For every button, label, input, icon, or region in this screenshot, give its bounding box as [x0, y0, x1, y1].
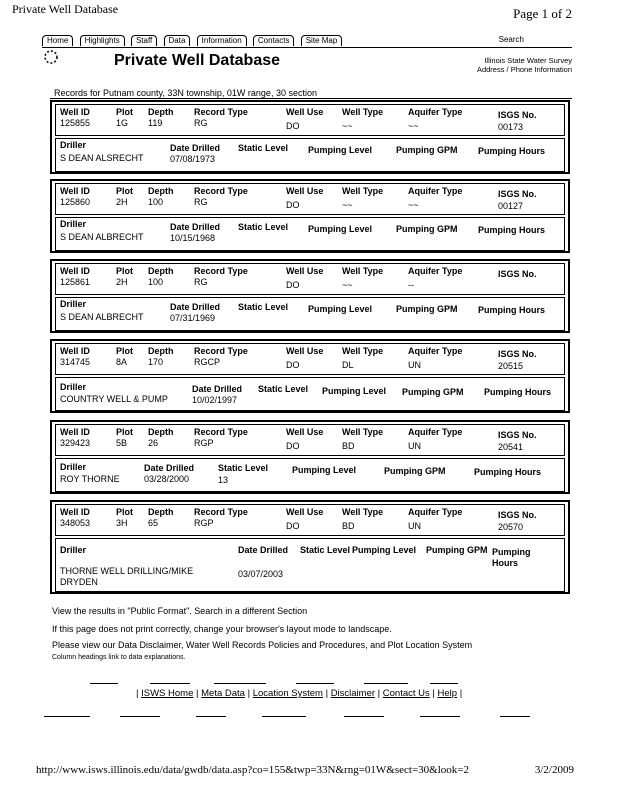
col-pumping-level[interactable]: Pumping Level: [308, 224, 373, 234]
col-well-use[interactable]: Well Use: [286, 346, 324, 356]
col-plot[interactable]: Plot: [116, 346, 133, 356]
col-depth[interactable]: Depth: [148, 107, 174, 117]
search-link[interactable]: Search: [498, 35, 524, 44]
aquifer-type-value: UN: [408, 521, 421, 531]
footer-link-isws-home[interactable]: ISWS Home: [141, 688, 194, 699]
print-footer-date: 3/2/2009: [534, 764, 574, 776]
well-type-value: ~~: [342, 280, 353, 290]
col-aquifer-type[interactable]: Aquifer Type: [408, 427, 463, 437]
divider: [50, 98, 572, 99]
col-static-level[interactable]: Static Level: [238, 222, 289, 232]
col-static-level[interactable]: Static Level: [300, 545, 351, 555]
col-pumping-gpm[interactable]: Pumping GPM: [426, 545, 488, 555]
well-type-value: BD: [342, 441, 355, 451]
aquifer-type-value: ~~: [408, 121, 419, 131]
footer-link-disclaimer[interactable]: Disclaimer: [330, 688, 376, 699]
col-pumping-hours[interactable]: Pumping Hours: [492, 547, 531, 568]
col-aquifer-type[interactable]: Aquifer Type: [408, 186, 463, 196]
static-level-value: 13: [218, 475, 229, 485]
col-depth[interactable]: Depth: [148, 186, 174, 196]
col-pumping-hours[interactable]: Pumping Hours: [478, 305, 545, 315]
record-type-value: RG: [194, 197, 208, 207]
tab-data[interactable]: Data: [164, 35, 191, 46]
tab-staff[interactable]: Staff: [131, 35, 157, 46]
isgs-no-value: 20570: [498, 522, 524, 532]
record-type-value: RGP: [194, 438, 214, 448]
col-well-type[interactable]: Well Type: [342, 427, 384, 437]
col-date-drilled[interactable]: Date Drilled: [192, 384, 243, 394]
nav-bar: [42, 35, 572, 48]
col-plot[interactable]: Plot: [116, 186, 133, 196]
col-well-id[interactable]: Well ID: [60, 427, 90, 437]
col-record-type[interactable]: Record Type: [194, 107, 248, 117]
col-plot[interactable]: Plot: [116, 266, 133, 276]
col-isgs-no[interactable]: ISGS No.: [498, 510, 537, 520]
aquifer-type-value: UN: [408, 441, 421, 451]
col-well-use[interactable]: Well Use: [286, 507, 324, 517]
col-plot[interactable]: Plot: [116, 107, 133, 117]
col-depth[interactable]: Depth: [148, 266, 174, 276]
aquifer-type-value: --: [408, 280, 414, 290]
tab-information[interactable]: Information: [197, 35, 247, 46]
record-type-value: RGP: [194, 518, 214, 528]
records-caption: Records for Putnam county, 33N township, 01W range, 30 section: [54, 88, 317, 98]
plot-value: 5B: [116, 438, 128, 448]
footer-link-location-system[interactable]: Location System: [252, 688, 323, 699]
col-pumping-hours[interactable]: Pumping Hours: [474, 467, 541, 477]
depth-value: 100: [148, 197, 164, 207]
footer-link-contact-us[interactable]: Contact Us: [382, 688, 430, 699]
record-type-value: RG: [194, 118, 208, 128]
isgs-no-value: 00173: [498, 122, 524, 132]
col-date-drilled[interactable]: Date Drilled: [170, 143, 221, 153]
well-use-value: DO: [286, 521, 300, 531]
record-type-value: RGCP: [194, 357, 221, 367]
col-pumping-hours[interactable]: Pumping Hours: [484, 387, 551, 397]
col-well-id[interactable]: Well ID: [60, 507, 90, 517]
col-pumping-gpm[interactable]: Pumping GPM: [396, 224, 458, 234]
col-driller[interactable]: Driller: [60, 219, 87, 229]
col-well-use[interactable]: Well Use: [286, 107, 324, 117]
col-isgs-no[interactable]: ISGS No.: [498, 269, 537, 279]
well-type-value: DL: [342, 360, 354, 370]
view-results-line[interactable]: View the results in "Public Format". Search in a different Section: [52, 606, 308, 616]
footer-link-help[interactable]: Help: [437, 688, 458, 699]
driller-value: S DEAN ALBRECHT: [60, 232, 144, 242]
tab-site-map[interactable]: Site Map: [301, 35, 343, 46]
col-well-id[interactable]: Well ID: [60, 186, 90, 196]
tab-home[interactable]: Home: [42, 35, 73, 46]
depth-value: 65: [148, 518, 159, 528]
well-id-value: 314745: [60, 357, 91, 367]
col-pumping-gpm[interactable]: Pumping GPM: [396, 304, 458, 314]
print-page-number: Page 1 of 2: [513, 6, 572, 21]
col-well-use[interactable]: Well Use: [286, 427, 324, 437]
footer-links: | ISWS Home | Meta Data | Location System | Disclaimer | Contact Us | Help |: [136, 688, 463, 699]
col-aquifer-type[interactable]: Aquifer Type: [408, 107, 463, 117]
well-id-value: 125861: [60, 277, 91, 287]
agency-info: [477, 56, 572, 74]
print-note: If this page does not print correctly, change your browser's layout mode to landscape.: [52, 624, 392, 634]
col-depth[interactable]: Depth: [148, 346, 174, 356]
date-drilled-value: 03/07/2003: [238, 569, 284, 579]
well-type-value: BD: [342, 521, 355, 531]
col-well-use[interactable]: Well Use: [286, 266, 324, 276]
disclaimer-line[interactable]: Please view our Data Disclaimer, Water Well Records Policies and Procedures, and Plot Location System: [52, 640, 473, 650]
record-type-value: RG: [194, 277, 208, 287]
well-record: [50, 100, 570, 174]
col-driller[interactable]: Driller: [60, 140, 87, 150]
col-date-drilled[interactable]: Date Drilled: [170, 302, 221, 312]
col-aquifer-type[interactable]: Aquifer Type: [408, 266, 463, 276]
col-driller[interactable]: Driller: [60, 299, 87, 309]
col-driller[interactable]: Driller: [60, 545, 87, 555]
depth-value: 26: [148, 438, 159, 448]
well-type-value: ~~: [342, 121, 353, 131]
depth-value: 100: [148, 277, 164, 287]
col-static-level[interactable]: Static Level: [238, 143, 289, 153]
col-date-drilled[interactable]: Date Drilled: [238, 545, 289, 555]
col-isgs-no[interactable]: ISGS No.: [498, 349, 537, 359]
isgs-no-value: 20515: [498, 361, 524, 371]
driller-value: S DEAN ALSRECHT: [60, 153, 144, 163]
date-drilled-value: 03/28/2000: [144, 474, 190, 484]
well-record: [50, 259, 570, 333]
well-record: [50, 179, 570, 253]
plot-value: 2H: [116, 197, 128, 207]
date-drilled-value: 07/31/1969: [170, 313, 216, 323]
col-well-type[interactable]: Well Type: [342, 346, 384, 356]
col-pumping-level[interactable]: Pumping Level: [308, 145, 373, 155]
col-well-type[interactable]: Well Type: [342, 107, 384, 117]
plot-value: 8A: [116, 357, 128, 367]
plot-value: 3H: [116, 518, 128, 528]
col-well-id[interactable]: Well ID: [60, 346, 90, 356]
col-pumping-level[interactable]: Pumping Level: [292, 465, 357, 475]
plot-value: 2H: [116, 277, 128, 287]
col-well-type[interactable]: Well Type: [342, 186, 384, 196]
col-pumping-hours[interactable]: Pumping Hours: [478, 225, 545, 235]
col-well-use[interactable]: Well Use: [286, 186, 324, 196]
col-pumping-hours[interactable]: Pumping Hours: [478, 146, 545, 156]
col-depth[interactable]: Depth: [148, 427, 174, 437]
well-record: [50, 420, 570, 494]
well-id-value: 348053: [60, 518, 91, 528]
driller-value: ROY THORNE: [60, 474, 120, 484]
col-well-type[interactable]: Well Type: [342, 266, 384, 276]
plot-value: 1G: [116, 118, 129, 128]
well-use-value: DO: [286, 121, 300, 131]
page-title: Private Well Database: [114, 52, 281, 69]
col-pumping-gpm[interactable]: Pumping GPM: [402, 387, 464, 397]
isgs-no-value: 00127: [498, 201, 524, 211]
col-well-id[interactable]: Well ID: [60, 107, 90, 117]
isws-logo-icon: [42, 48, 60, 66]
isgs-no-value: 20541: [498, 442, 524, 452]
col-date-drilled[interactable]: Date Drilled: [144, 463, 195, 473]
col-static-level[interactable]: Static Level: [238, 302, 289, 312]
col-plot[interactable]: Plot: [116, 507, 133, 517]
depth-value: 119: [148, 118, 163, 128]
agency-address-link[interactable]: Address / Phone Information: [476, 65, 572, 74]
col-record-type[interactable]: Record Type: [194, 266, 248, 276]
date-drilled-value: 10/15/1968: [170, 233, 216, 243]
col-pumping-gpm[interactable]: Pumping GPM: [396, 145, 458, 155]
well-id-value: 125860: [60, 197, 91, 207]
print-footer-url: http://www.isws.illinois.edu/data/gwdb/data.asp?co=155&twp=33N&rng=01W&sect=30&look=2: [36, 764, 469, 776]
well-use-value: DO: [286, 360, 300, 370]
col-isgs-no[interactable]: ISGS No.: [498, 189, 537, 199]
col-well-id[interactable]: Well ID: [60, 266, 90, 276]
well-record: [50, 339, 570, 413]
print-header-title: Private Well Database: [12, 2, 119, 16]
col-well-type[interactable]: Well Type: [342, 507, 384, 517]
col-pumping-level[interactable]: Pumping Level: [352, 545, 417, 555]
well-id-value: 329423: [60, 438, 91, 448]
col-isgs-no[interactable]: ISGS No.: [498, 110, 537, 120]
well-use-value: DO: [286, 200, 300, 210]
well-id-value: 125855: [60, 118, 91, 128]
col-record-type[interactable]: Record Type: [194, 186, 248, 196]
well-use-value: DO: [286, 441, 300, 451]
col-isgs-no[interactable]: ISGS No.: [498, 430, 537, 440]
col-pumping-level[interactable]: Pumping Level: [308, 304, 373, 314]
col-aquifer-type[interactable]: Aquifer Type: [408, 507, 463, 517]
well-use-value: DO: [286, 280, 300, 290]
col-driller[interactable]: Driller: [60, 462, 87, 472]
column-note: Column headings link to data explanations.: [52, 654, 186, 661]
tab-highlights[interactable]: Highlights: [80, 35, 125, 46]
footer-link-meta-data[interactable]: Meta Data: [201, 688, 245, 699]
driller-value: THORNE WELL DRILLING/MIKE DRYDEN: [60, 566, 194, 587]
col-static-level[interactable]: Static Level: [258, 384, 309, 394]
date-drilled-value: 07/08/1973: [170, 154, 216, 164]
aquifer-type-value: ~~: [408, 200, 419, 210]
well-record: [50, 500, 570, 594]
col-pumping-level[interactable]: Pumping Level: [322, 386, 387, 396]
well-type-value: ~~: [342, 200, 353, 210]
tab-contacts[interactable]: Contacts: [253, 35, 295, 46]
agency-name[interactable]: Illinois State Water Survey: [484, 56, 572, 65]
col-pumping-gpm[interactable]: Pumping GPM: [384, 466, 446, 476]
col-aquifer-type[interactable]: Aquifer Type: [408, 346, 463, 356]
col-date-drilled[interactable]: Date Drilled: [170, 222, 221, 232]
aquifer-type-value: UN: [408, 360, 421, 370]
col-depth[interactable]: Depth: [148, 507, 174, 517]
date-drilled-value: 10/02/1997: [192, 395, 238, 405]
col-plot[interactable]: Plot: [116, 427, 133, 437]
depth-value: 170: [148, 357, 164, 367]
col-record-type[interactable]: Record Type: [194, 507, 248, 517]
col-driller[interactable]: Driller: [60, 382, 87, 392]
driller-value: COUNTRY WELL & PUMP: [60, 394, 168, 404]
driller-value: S DEAN ALBRECHT: [60, 312, 144, 322]
col-record-type[interactable]: Record Type: [194, 346, 248, 356]
col-static-level[interactable]: Static Level: [218, 463, 269, 473]
col-record-type[interactable]: Record Type: [194, 427, 248, 437]
